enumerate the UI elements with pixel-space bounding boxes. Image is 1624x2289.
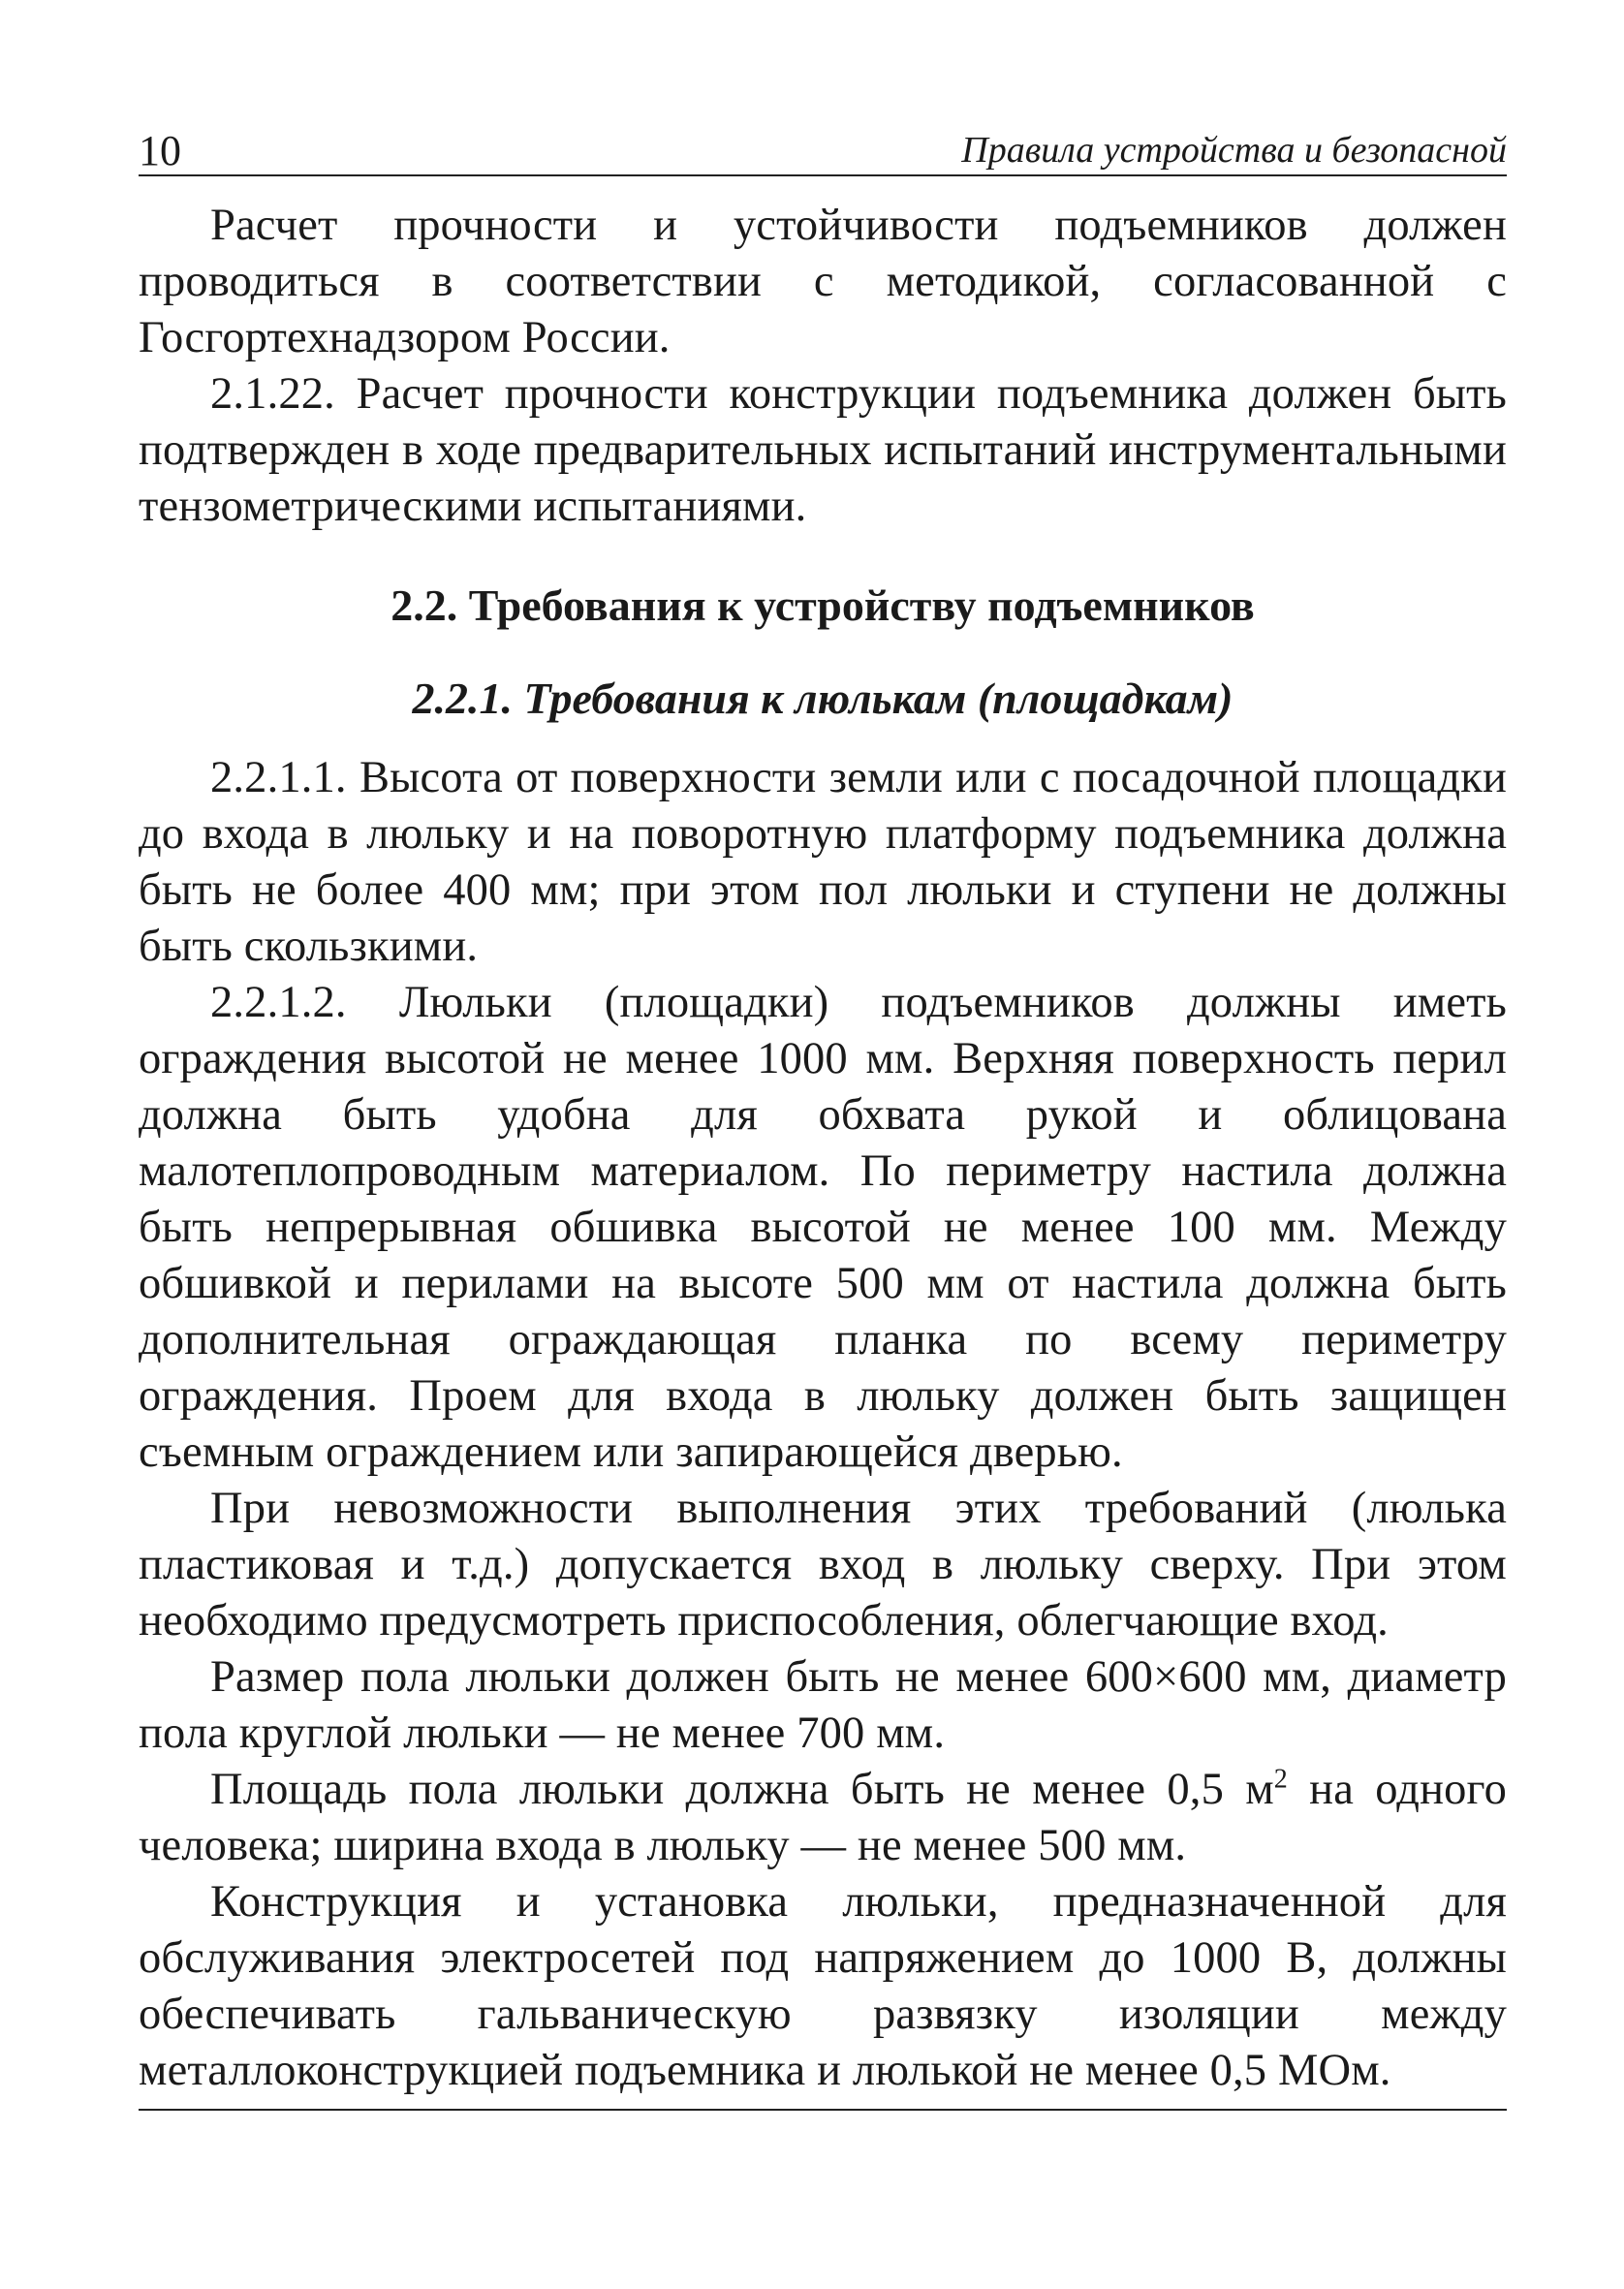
floor-area-text-end: на одного человека; ширина входа в люльку — не менее 500 мм. bbox=[139, 1765, 1507, 1870]
section-heading-2-2: 2.2. Требования к устройству подъемников bbox=[390, 580, 1255, 630]
subsection-heading-2-2-1: 2.2.1. Требования к люлькам (площадкам) bbox=[412, 674, 1234, 723]
square-superscript: 2 bbox=[1273, 1764, 1288, 1795]
bottom-rule bbox=[139, 2109, 1507, 2111]
page-number: 10 bbox=[139, 127, 181, 174]
running-title: Правила устройства и безопасной bbox=[961, 130, 1507, 171]
paragraph-floor-area bbox=[139, 1762, 1507, 1874]
page-body bbox=[139, 198, 1507, 2099]
paragraph-2-1-22: 2.1.22. Расчет прочности конструкции подъемника должен быть подтвержден в ходе предварительных испытаний инструментальными тензометрическими испытаниями. bbox=[139, 369, 1507, 531]
paragraph-construction-insulation: Конструкция и установка люльки, предназначенной для обслуживания электросетей под напряжением до 1000 В, должны обеспечивать гальваническую развязку изоляции между металлоконструкцией подъемника и люлькой не менее 0,5 МОм. bbox=[139, 1877, 1507, 2095]
paragraph-entry-from-above: При невозможности выполнения этих требований (люлька пластиковая и т.д.) допускается вход в люльку сверху. При этом необходимо предусмотреть приспособления, облегчающие вход. bbox=[139, 1484, 1507, 1646]
floor-area-text-start: Площадь пола люльки должна быть не менее 0,5 м bbox=[210, 1765, 1274, 1814]
paragraph-strength-calculation: Расчет прочности и устойчивости подъемников должен проводиться в соответствии с методикой, согласованной с Госгортехнадзором России. bbox=[139, 201, 1507, 362]
paragraph-2-2-1-2: 2.2.1.2. Люльки (площадки) подъемников должны иметь ограждения высотой не менее 1000 мм. Верхняя поверхность перил должна быть удобна для обхвата рукой и облицована малотеплопроводным материалом. По периметру настила должна быть непрерывная обшивка высотой не менее 100 мм. Между обшивкой и перилами на высоте 500 мм от настила должна быть дополнительная ограждающая планка по всему периметру ограждения. Проем для входа в люльку должен быть защищен съемным ограждением или запирающейся дверью. bbox=[139, 978, 1507, 1477]
paragraph-2-2-1-1: 2.2.1.1. Высота от поверхности земли или с посадочной площадки до входа в люльку и на поворотную платформу подъемника должна быть не более 400 мм; при этом пол люльки и ступени не должны быть скользкими. bbox=[139, 753, 1507, 971]
running-header bbox=[139, 124, 1507, 176]
paragraph-floor-size: Размер пола люльки должен быть не менее 600×600 мм, диаметр пола круглой люльки — не менее 700 мм. bbox=[139, 1652, 1507, 1758]
